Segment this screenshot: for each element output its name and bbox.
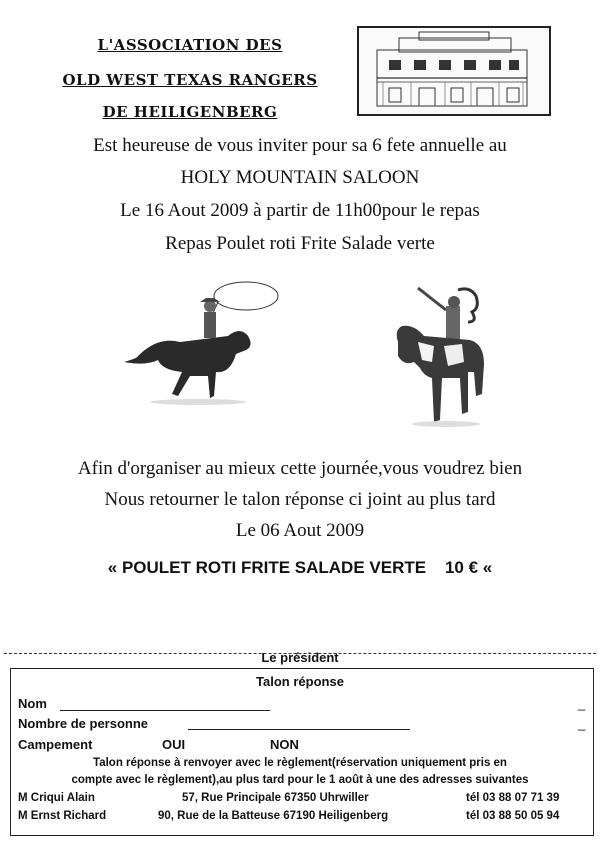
name-input[interactable] — [60, 710, 270, 711]
organize-line1: Afin d'organiser au mieux cette journée,vous voudrez bien — [77, 458, 523, 479]
saloon-name: HOLY MOUNTAIN SALOON — [180, 167, 420, 188]
association-title-line1: L'ASSOCIATION DES — [97, 36, 283, 54]
invitation-line: Est heureuse de vous inviter pour sa 6 fete annuelle au — [93, 135, 507, 156]
reply-slip-title: Talon réponse — [256, 674, 344, 689]
association-title-line3: DE HEILIGENBERG — [102, 103, 278, 121]
cowboy-lasso-horse-icon — [118, 276, 283, 408]
president-label: Le président — [261, 650, 339, 665]
contact-name: M Ernst Richard — [18, 810, 107, 822]
people-count-input[interactable] — [188, 729, 410, 730]
camping-yes-option[interactable]: OUI — [162, 737, 186, 752]
contact-phone: tél 03 88 07 71 39 — [466, 792, 560, 804]
instructions-line2: compte avec le règlement),au plus tard pour le 1 août à une des adresses suivantes — [71, 774, 529, 786]
right-margin-mark: _ — [578, 696, 586, 711]
contact-phone: tél 03 88 50 05 94 — [466, 810, 560, 822]
name-label: Nom — [18, 696, 47, 711]
association-title-line2: OLD WEST TEXAS RANGERS — [62, 71, 318, 89]
deadline-date: Le 06 Aout 2009 — [235, 520, 365, 541]
native-rider-horse-icon — [388, 282, 493, 430]
meal-line: Repas Poulet roti Frite Salade verte — [165, 233, 435, 254]
event-date-line: Le 16 Aout 2009 à partir de 11h00pour le repas — [120, 200, 480, 221]
contact-address: 90, Rue de la Batteuse 67190 Heiligenberg — [158, 810, 389, 822]
menu-price-line: « POULET ROTI FRITE SALADE VERTE 10 € « — [107, 558, 493, 577]
saloon-building-icon — [357, 26, 551, 116]
contact-address: 57, Rue Principale 67350 Uhrwiller — [182, 792, 369, 804]
organize-line2: Nous retourner le talon réponse ci joint au plus tard — [104, 489, 496, 510]
camping-no-option[interactable]: NON — [270, 737, 299, 752]
instructions-line1: Talon réponse à renvoyer avec le règlement(réservation uniquement pris en — [93, 757, 507, 769]
people-count-label: Nombre de personne — [18, 716, 149, 731]
camping-label: Campement — [18, 737, 93, 752]
contact-name: M Criqui Alain — [18, 792, 95, 804]
right-margin-mark: _ — [578, 716, 586, 731]
